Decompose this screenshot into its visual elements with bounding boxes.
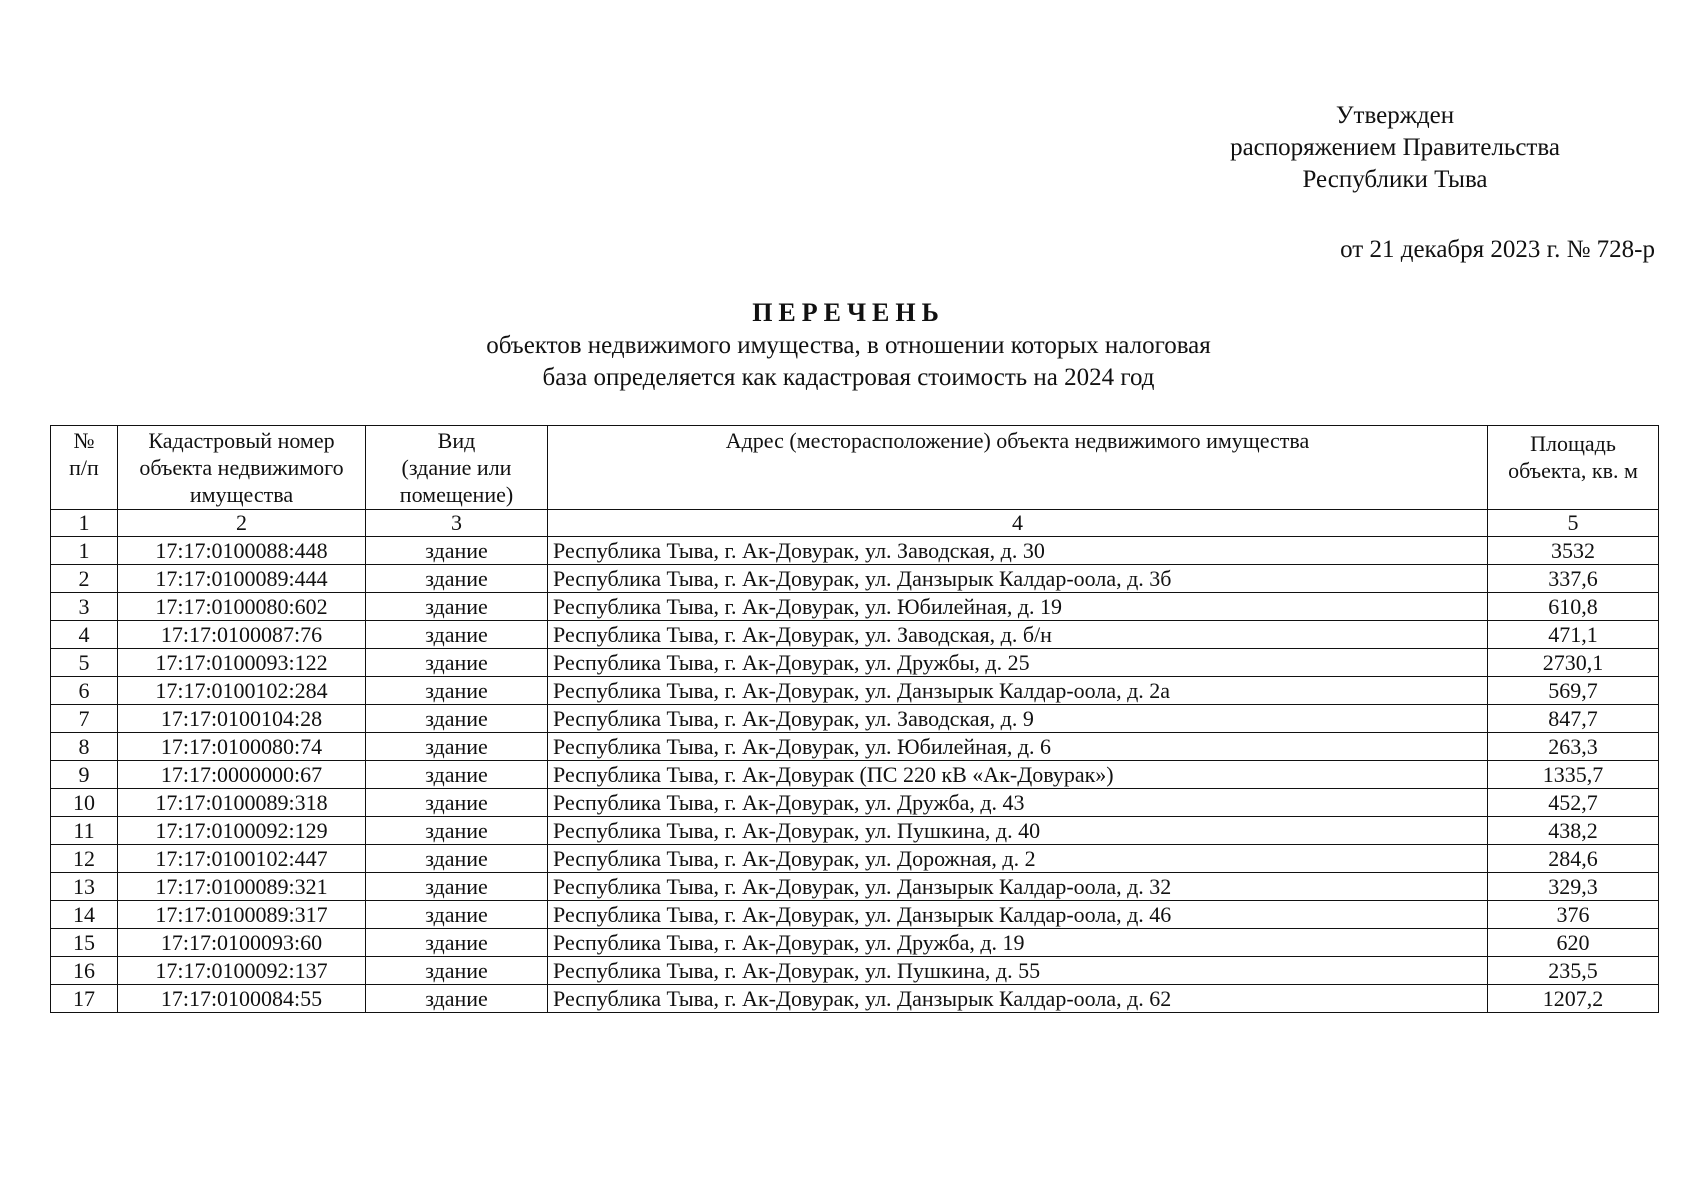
approval-line-approved: Утвержден <box>1335 102 1455 129</box>
cell-area: 2730,1 <box>1488 649 1659 677</box>
header-cadastral: Кадастровый номер объекта недвижимого имущества <box>118 426 366 510</box>
cell-row-number: 2 <box>51 565 118 593</box>
cell-address: Республика Тыва, г. Ак-Довурак, ул. Пушкина, д. 40 <box>548 817 1488 845</box>
cell-address: Республика Тыва, г. Ак-Довурак, ул. Юбилейная, д. 6 <box>548 733 1488 761</box>
document-heading: ПЕРЕЧЕНЬ <box>752 298 945 327</box>
cell-row-number: 10 <box>51 789 118 817</box>
table-row <box>51 957 1659 985</box>
cell-object-type: здание <box>366 537 548 565</box>
cell-cadastral-number: 17:17:0100102:447 <box>118 845 366 873</box>
cell-area: 452,7 <box>1488 789 1659 817</box>
cell-object-type: здание <box>366 845 548 873</box>
cell-address: Республика Тыва, г. Ак-Довурак, ул. Данзырык Калдар-оола, д. 62 <box>548 985 1488 1013</box>
document-subtitle-line-2: база определяется как кадастровая стоимость на 2024 год <box>542 364 1155 391</box>
column-number: 1 <box>51 510 118 537</box>
cell-cadastral-number: 17:17:0100092:129 <box>118 817 366 845</box>
cell-cadastral-number: 17:17:0100080:74 <box>118 733 366 761</box>
document-title-block <box>0 296 1697 394</box>
header-num: № п/п <box>51 426 118 510</box>
column-number: 2 <box>118 510 366 537</box>
cell-row-number: 11 <box>51 817 118 845</box>
cell-area: 569,7 <box>1488 677 1659 705</box>
cell-area: 329,3 <box>1488 873 1659 901</box>
table-row <box>51 565 1659 593</box>
cell-object-type: здание <box>366 789 548 817</box>
cell-address: Республика Тыва, г. Ак-Довурак, ул. Заводская, д. 30 <box>548 537 1488 565</box>
table-row <box>51 649 1659 677</box>
cell-cadastral-number: 17:17:0100089:321 <box>118 873 366 901</box>
cell-area: 3532 <box>1488 537 1659 565</box>
cell-object-type: здание <box>366 593 548 621</box>
table-row <box>51 929 1659 957</box>
column-number: 4 <box>548 510 1488 537</box>
cell-row-number: 14 <box>51 901 118 929</box>
cell-cadastral-number: 17:17:0100089:318 <box>118 789 366 817</box>
table-body <box>51 537 1659 1013</box>
table-row <box>51 873 1659 901</box>
cell-area: 263,3 <box>1488 733 1659 761</box>
header-address: Адрес (месторасположение) объекта недвижимого имущества <box>548 426 1488 510</box>
property-table-container <box>50 425 1658 1013</box>
cell-address: Республика Тыва, г. Ак-Довурак, ул. Данзырык Калдар-оола, д. 32 <box>548 873 1488 901</box>
cell-address: Республика Тыва, г. Ак-Довурак, ул. Данзырык Калдар-оола, д. 46 <box>548 901 1488 929</box>
cell-object-type: здание <box>366 985 548 1013</box>
cell-area: 235,5 <box>1488 957 1659 985</box>
cell-area: 620 <box>1488 929 1659 957</box>
table-row <box>51 537 1659 565</box>
cell-cadastral-number: 17:17:0100087:76 <box>118 621 366 649</box>
table-row <box>51 621 1659 649</box>
cell-address: Республика Тыва, г. Ак-Довурак (ПС 220 кВ «Ак-Довурак») <box>548 761 1488 789</box>
table-row <box>51 677 1659 705</box>
table-row <box>51 985 1659 1013</box>
cell-object-type: здание <box>366 817 548 845</box>
cell-row-number: 4 <box>51 621 118 649</box>
cell-area: 471,1 <box>1488 621 1659 649</box>
cell-row-number: 16 <box>51 957 118 985</box>
cell-address: Республика Тыва, г. Ак-Довурак, ул. Данзырык Калдар-оола, д. 2а <box>548 677 1488 705</box>
approval-date: от 21 декабря 2023 г. № 728-р <box>1340 236 1655 263</box>
table-row <box>51 789 1659 817</box>
cell-area: 337,6 <box>1488 565 1659 593</box>
cell-address: Республика Тыва, г. Ак-Довурак, ул. Дружба, д. 43 <box>548 789 1488 817</box>
cell-address: Республика Тыва, г. Ак-Довурак, ул. Дружбы, д. 25 <box>548 649 1488 677</box>
cell-area: 847,7 <box>1488 705 1659 733</box>
approval-line-order: распоряжением Правительства <box>1230 134 1560 161</box>
cell-row-number: 1 <box>51 537 118 565</box>
cell-row-number: 8 <box>51 733 118 761</box>
cell-cadastral-number: 17:17:0100102:284 <box>118 677 366 705</box>
cell-object-type: здание <box>366 957 548 985</box>
property-table <box>50 425 1659 1013</box>
cell-cadastral-number: 17:17:0100093:122 <box>118 649 366 677</box>
cell-object-type: здание <box>366 733 548 761</box>
cell-address: Республика Тыва, г. Ак-Довурак, ул. Заводская, д. 9 <box>548 705 1488 733</box>
cell-row-number: 7 <box>51 705 118 733</box>
cell-row-number: 12 <box>51 845 118 873</box>
cell-address: Республика Тыва, г. Ак-Довурак, ул. Пушкина, д. 55 <box>548 957 1488 985</box>
table-row <box>51 761 1659 789</box>
cell-cadastral-number: 17:17:0000000:67 <box>118 761 366 789</box>
cell-cadastral-number: 17:17:0100084:55 <box>118 985 366 1013</box>
table-row <box>51 733 1659 761</box>
table-row <box>51 845 1659 873</box>
cell-address: Республика Тыва, г. Ак-Довурак, ул. Дружба, д. 19 <box>548 929 1488 957</box>
table-header-row <box>51 426 1659 510</box>
cell-object-type: здание <box>366 649 548 677</box>
cell-area: 1207,2 <box>1488 985 1659 1013</box>
cell-object-type: здание <box>366 621 548 649</box>
cell-row-number: 6 <box>51 677 118 705</box>
header-area: Площадь объекта, кв. м <box>1488 426 1659 510</box>
column-number-row <box>51 510 1659 537</box>
cell-row-number: 5 <box>51 649 118 677</box>
cell-object-type: здание <box>366 705 548 733</box>
cell-object-type: здание <box>366 929 548 957</box>
approval-line-republic: Республики Тыва <box>1302 166 1488 193</box>
cell-row-number: 15 <box>51 929 118 957</box>
cell-object-type: здание <box>366 901 548 929</box>
cell-area: 1335,7 <box>1488 761 1659 789</box>
cell-cadastral-number: 17:17:0100104:28 <box>118 705 366 733</box>
cell-cadastral-number: 17:17:0100089:444 <box>118 565 366 593</box>
cell-address: Республика Тыва, г. Ак-Довурак, ул. Данзырык Калдар-оола, д. 3б <box>548 565 1488 593</box>
cell-cadastral-number: 17:17:0100088:448 <box>118 537 366 565</box>
cell-area: 376 <box>1488 901 1659 929</box>
table-row <box>51 593 1659 621</box>
cell-area: 284,6 <box>1488 845 1659 873</box>
cell-row-number: 9 <box>51 761 118 789</box>
document-subtitle-line-1: объектов недвижимого имущества, в отношении которых налоговая <box>486 332 1211 359</box>
table-row <box>51 817 1659 845</box>
cell-row-number: 17 <box>51 985 118 1013</box>
cell-cadastral-number: 17:17:0100092:137 <box>118 957 366 985</box>
cell-address: Республика Тыва, г. Ак-Довурак, ул. Заводская, д. б/н <box>548 621 1488 649</box>
cell-cadastral-number: 17:17:0100093:60 <box>118 929 366 957</box>
header-type: Вид (здание или помещение) <box>366 426 548 510</box>
cell-address: Республика Тыва, г. Ак-Довурак, ул. Юбилейная, д. 19 <box>548 593 1488 621</box>
cell-row-number: 3 <box>51 593 118 621</box>
table-row <box>51 901 1659 929</box>
cell-object-type: здание <box>366 565 548 593</box>
cell-object-type: здание <box>366 873 548 901</box>
cell-object-type: здание <box>366 677 548 705</box>
column-number: 5 <box>1488 510 1659 537</box>
cell-cadastral-number: 17:17:0100089:317 <box>118 901 366 929</box>
approval-block <box>1160 100 1630 196</box>
cell-area: 438,2 <box>1488 817 1659 845</box>
table-row <box>51 705 1659 733</box>
cell-address: Республика Тыва, г. Ак-Довурак, ул. Дорожная, д. 2 <box>548 845 1488 873</box>
cell-object-type: здание <box>366 761 548 789</box>
cell-row-number: 13 <box>51 873 118 901</box>
cell-cadastral-number: 17:17:0100080:602 <box>118 593 366 621</box>
cell-area: 610,8 <box>1488 593 1659 621</box>
column-number: 3 <box>366 510 548 537</box>
